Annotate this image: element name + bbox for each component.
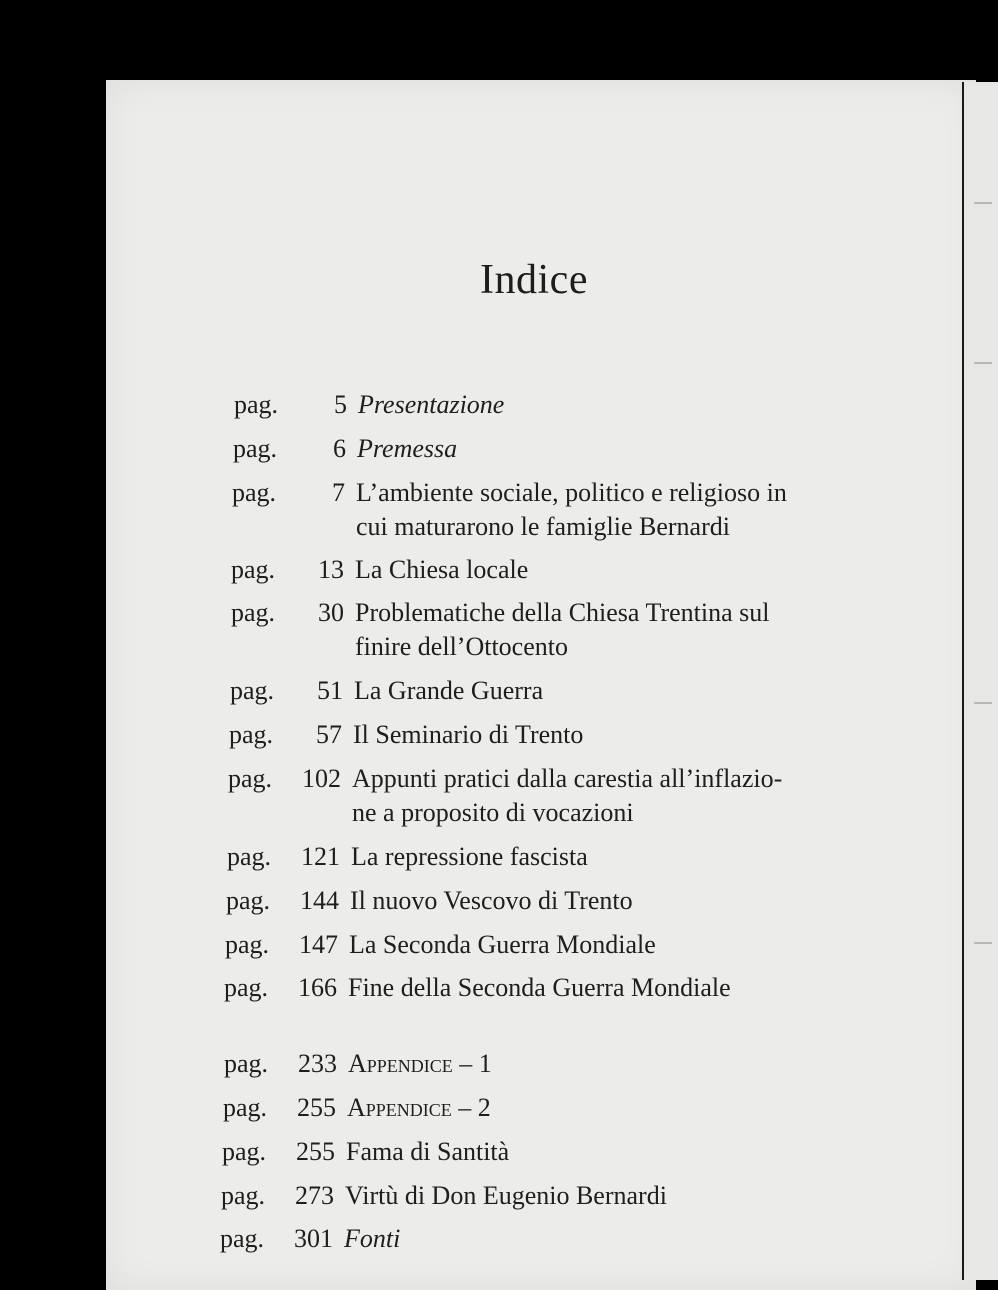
toc-prefix: pag. <box>231 555 276 584</box>
toc-entry-line: Fama di Santità <box>346 1137 510 1166</box>
toc-prefix: pag. <box>234 390 279 419</box>
toc-prefix: pag. <box>224 1049 269 1078</box>
toc-page-number: 5 <box>334 390 347 419</box>
toc-page-number: 255 <box>296 1137 335 1166</box>
toc-prefix: pag. <box>231 598 276 627</box>
toc-entry-line: ne a proposito di vocazioni <box>352 798 634 827</box>
toc-entry-line: La Grande Guerra <box>354 676 544 705</box>
toc-prefix: pag. <box>233 434 278 463</box>
toc-prefix: pag. <box>220 1224 265 1253</box>
toc-entry-title <box>354 674 543 708</box>
toc-entry-title <box>355 596 770 664</box>
toc-page-number: 51 <box>317 676 343 705</box>
toc-page-number: 144 <box>300 886 339 915</box>
toc-entry-line: Problematiche della Chiesa Trentina sul <box>355 598 770 627</box>
toc-entry-title <box>348 971 731 1005</box>
toc-prefix: pag. <box>229 720 274 749</box>
toc-entry-line: La Chiesa locale <box>355 555 529 584</box>
toc-entry-title <box>348 1047 492 1081</box>
toc-entry-line: Presentazione <box>358 390 505 419</box>
toc-entry-line: Il Seminario di Trento <box>353 720 584 749</box>
toc-page-number: 233 <box>298 1049 337 1078</box>
toc-page-number: 255 <box>297 1093 336 1122</box>
toc-entry-line: cui maturarono le famiglie Bernardi <box>356 512 730 541</box>
toc-entry-line: La repressione fascista <box>351 842 588 871</box>
toc-prefix: pag. <box>230 676 275 705</box>
toc-entry-title <box>346 1135 509 1169</box>
toc-page-number: 273 <box>295 1181 334 1210</box>
page-title: Indice <box>480 257 588 303</box>
toc-prefix: pag. <box>225 930 270 959</box>
toc-entry-title <box>356 476 787 544</box>
toc-entry-line: La Seconda Guerra Mondiale <box>349 930 656 959</box>
toc-page-number: 13 <box>318 555 344 584</box>
toc-entry-title <box>351 840 588 874</box>
toc-page-number: 57 <box>316 720 342 749</box>
toc-entry-line: Appunti pratici dalla carestia all’inflazio- <box>352 764 783 793</box>
toc-entry-title <box>355 553 528 587</box>
toc-entry-line: Fine della Seconda Guerra Mondiale <box>348 973 731 1002</box>
toc-entry-title <box>349 928 656 962</box>
toc-entry-line: Virtù di Don Eugenio Bernardi <box>345 1181 667 1210</box>
toc-entry-title <box>358 388 504 422</box>
toc-page-number: 30 <box>318 598 344 627</box>
toc-page-number: 6 <box>333 434 346 463</box>
toc-entry-line: Appendice – 2 <box>347 1093 491 1122</box>
toc-entry-title <box>345 1179 667 1213</box>
toc-entry-title <box>350 884 633 918</box>
toc-page-number: 121 <box>301 842 340 871</box>
toc-entry-title <box>352 762 782 830</box>
toc-entry-line: L’ambiente sociale, politico e religioso in <box>356 478 787 507</box>
toc-entry-title <box>357 432 457 466</box>
toc-entry-line: Premessa <box>357 434 458 463</box>
toc-entry-line: Il nuovo Vescovo di Trento <box>350 886 633 915</box>
toc-prefix: pag. <box>221 1181 266 1210</box>
toc-prefix: pag. <box>223 1093 268 1122</box>
toc-page-number: 301 <box>294 1224 333 1253</box>
toc-entry-line: Fonti <box>344 1224 401 1253</box>
toc-prefix: pag. <box>232 478 277 507</box>
toc-prefix: pag. <box>222 1137 267 1166</box>
toc-entry-line: Appendice – 1 <box>348 1049 492 1078</box>
toc-prefix: pag. <box>226 886 271 915</box>
toc-page-number: 166 <box>298 973 337 1002</box>
toc-entry-line: finire dell’Ottocento <box>355 632 568 661</box>
toc-prefix: pag. <box>227 842 272 871</box>
toc-entry-title <box>347 1091 491 1125</box>
toc-entry-title <box>353 718 583 752</box>
toc-page-number: 102 <box>302 764 341 793</box>
toc-page-number: 147 <box>299 930 338 959</box>
toc-prefix: pag. <box>224 973 269 1002</box>
toc-entry-title <box>344 1222 400 1256</box>
toc-page-number: 7 <box>332 478 345 507</box>
toc-prefix: pag. <box>228 764 273 793</box>
